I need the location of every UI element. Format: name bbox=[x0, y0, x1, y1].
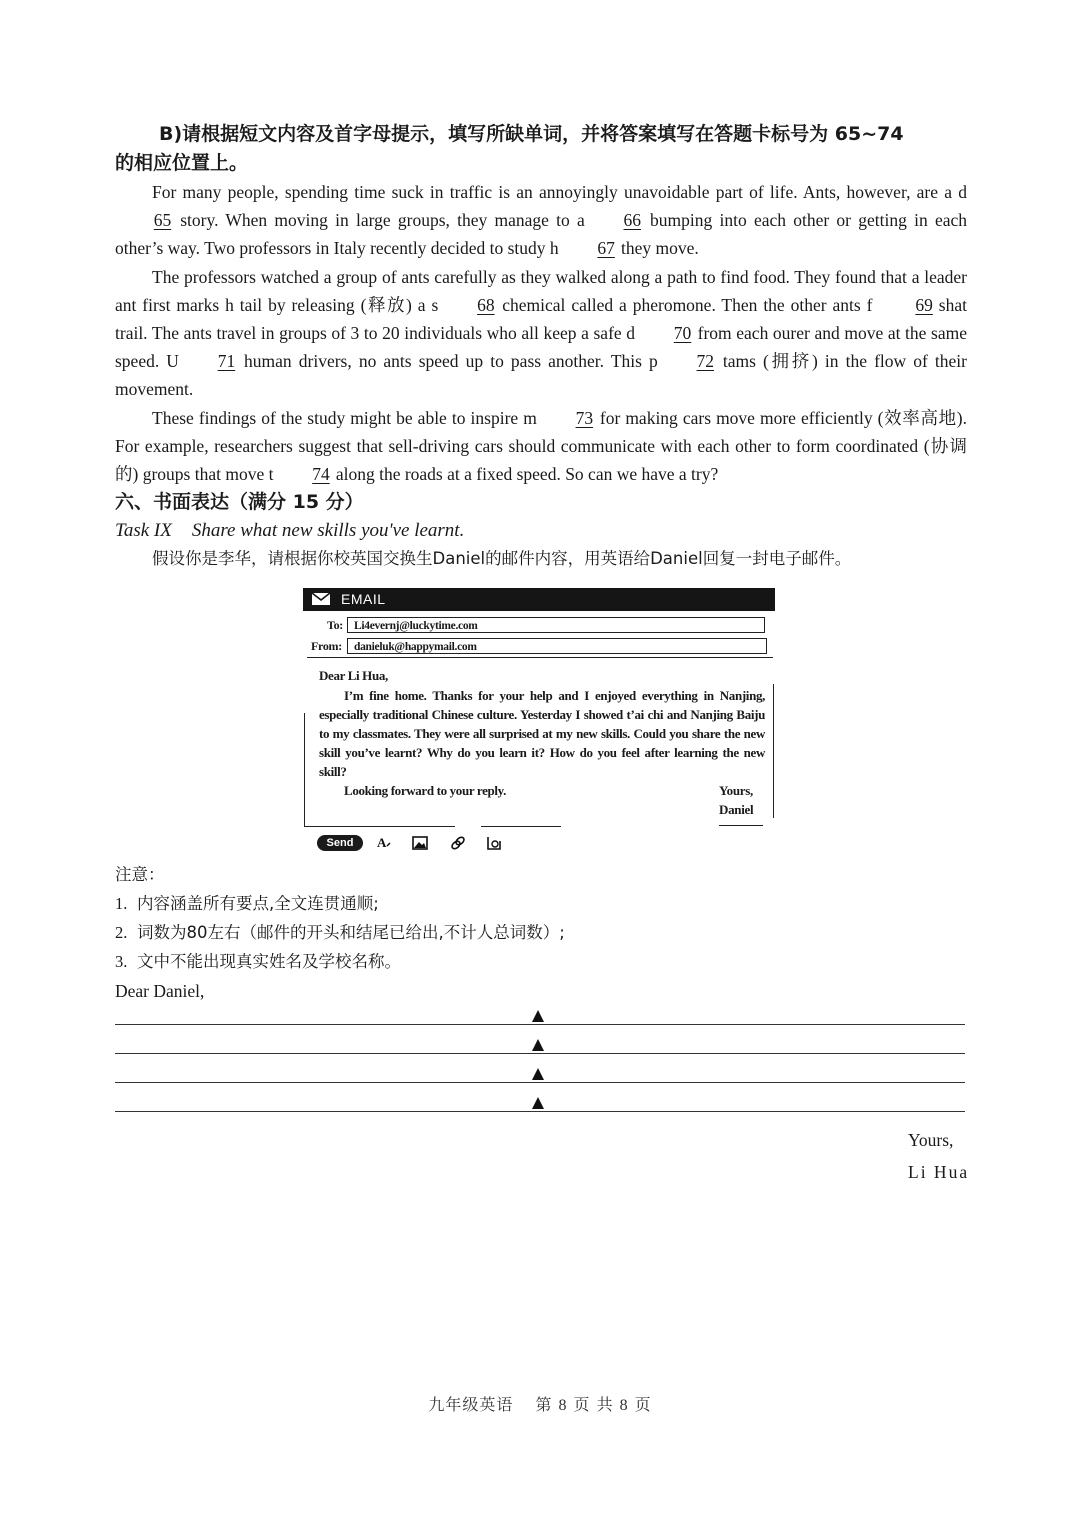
font-icon[interactable] bbox=[375, 834, 393, 852]
answer-marker-triangle bbox=[532, 1097, 544, 1109]
blank-72: 72 bbox=[696, 351, 715, 372]
answer-line[interactable] bbox=[115, 1082, 965, 1083]
section-b-heading-line1: B)请根据短文内容及首字母提示，填写所缺单词，并将答案填写在答题卡标号为 65~74 bbox=[159, 123, 904, 145]
passage-text: for making cars move more efficiently (效率高地). For example, researchers suggest that sell-driving cars should communicate with each other to form coordinated (协调的) groups that move t bbox=[115, 407, 967, 485]
task-line bbox=[115, 516, 967, 545]
writing-notes bbox=[115, 860, 967, 1006]
footer-page-pre: 第 bbox=[535, 1395, 553, 1414]
send-button[interactable]: Send bbox=[317, 835, 363, 851]
passage-text: tams (拥挤) in the flow of their movement. bbox=[115, 351, 967, 400]
blank-74: 74 bbox=[312, 464, 330, 485]
passage-text: These findings of the study might be able to inspire m bbox=[152, 407, 537, 428]
passage-text: they move. bbox=[616, 238, 699, 259]
reply-closing-yours: Yours, bbox=[908, 1130, 954, 1150]
email-signature bbox=[719, 781, 753, 819]
header-divider bbox=[307, 657, 773, 658]
passage-paragraph-3 bbox=[115, 404, 967, 489]
reply-closing bbox=[908, 1124, 969, 1188]
email-sign-name: Daniel bbox=[719, 802, 754, 817]
answer-line[interactable] bbox=[115, 1024, 965, 1025]
envelope-icon bbox=[312, 593, 330, 605]
passage-paragraph-1 bbox=[115, 178, 967, 263]
notes-heading: 注意： bbox=[115, 865, 165, 884]
email-header-label: EMAIL bbox=[341, 591, 386, 607]
page-footer bbox=[0, 1392, 1080, 1415]
passage-text: story. When moving in large groups, they manage to a bbox=[173, 210, 585, 231]
answer-marker-triangle bbox=[532, 1039, 544, 1051]
email-closing-line: Looking forward to your reply. bbox=[344, 783, 507, 798]
blank-68: 68 bbox=[477, 294, 495, 315]
passage-paragraph-2 bbox=[115, 263, 967, 404]
body-border-bottom bbox=[481, 826, 561, 827]
blank-70: 70 bbox=[673, 323, 692, 344]
blank-67: 67 bbox=[597, 238, 615, 259]
reply-closing-name: Li Hua bbox=[908, 1162, 970, 1182]
email-body-text: I’m fine home. Thanks for your help and I enjoyed everything in Nanjing, especially traditional Chinese culture. Yesterday I showed t’ai chi and Nanjing Baiju to my classmates. They were all surprised at my new skills. Could you share the new skill you’ve learnt? Why do you learn it? How do you feel after learning the new skill? bbox=[319, 688, 765, 779]
email-body[interactable] bbox=[319, 666, 765, 800]
blank-73: 73 bbox=[575, 407, 594, 428]
blank-65: 65 bbox=[153, 210, 172, 231]
passage-text: along the roads at a fixed speed. So can we have a try? bbox=[331, 464, 719, 485]
answer-line[interactable] bbox=[115, 1053, 965, 1054]
passage-text: chemical called a pheromone. Then the other ants f bbox=[496, 294, 879, 315]
svg-text:A: A bbox=[377, 835, 387, 850]
answer-marker-triangle bbox=[532, 1010, 544, 1022]
footer-page-number: 8 bbox=[558, 1397, 568, 1414]
email-title-bar bbox=[303, 588, 775, 611]
note-item: 3. 文中不能出现真实姓名及学校名称。 bbox=[115, 952, 401, 971]
passage-text: human drivers, no ants speed up to pass another. This p bbox=[236, 351, 658, 372]
from-label: From: bbox=[311, 639, 342, 653]
note-item: 2. 词数为80左右（邮件的开头和结尾已给出,不计人总词数）; bbox=[115, 923, 565, 942]
body-border-right bbox=[773, 684, 774, 818]
writing-instruction: 假设你是李华，请根据你校英国交换生Daniel的邮件内容，用英语给Daniel回复一封电子邮件。 bbox=[152, 549, 852, 569]
task-text: Share what new skills you've learnt. bbox=[191, 520, 465, 542]
body-border-left bbox=[304, 713, 305, 827]
reply-salutation: Dear Daniel, bbox=[115, 981, 205, 1001]
passage-text: shat trail. The ants travel in groups of 3 to 20 individuals who all keep a safe d bbox=[115, 294, 967, 344]
to-field[interactable]: Li4evernj@luckytime.com bbox=[347, 617, 765, 633]
email-sign-yours: Yours, bbox=[719, 783, 753, 798]
footer-grade: 九年级英语 bbox=[428, 1395, 514, 1414]
from-field[interactable]: danieluk@happymail.com bbox=[347, 638, 767, 654]
email-window bbox=[303, 588, 775, 856]
passage-text: For many people, spending time suck in traffic is an annoyingly unavoidable part of life. Ants, however, are a d bbox=[152, 182, 967, 202]
signature-underline bbox=[719, 825, 763, 826]
answer-marker-triangle bbox=[532, 1068, 544, 1080]
blank-69: 69 bbox=[915, 294, 933, 315]
note-item: 1. 内容涵盖所有要点,全文连贯通顺; bbox=[115, 894, 379, 913]
link-icon[interactable] bbox=[449, 834, 467, 852]
body-border-bottom bbox=[305, 826, 455, 827]
passage-text: bumping into each other or getting in each other’s way. Two professors in Italy recently decided to study h bbox=[115, 210, 967, 259]
footer-page-mid: 页 共 bbox=[573, 1395, 614, 1414]
section-b-heading-line2: 的相应位置上。 bbox=[115, 152, 249, 174]
passage-text: from each ourer and move at the same speed. U bbox=[115, 323, 968, 372]
section-b-heading bbox=[115, 120, 967, 178]
to-label: To: bbox=[327, 618, 343, 632]
section-6-title: 六、书面表达（满分 15 分） bbox=[115, 491, 364, 514]
task-label: Task IX bbox=[115, 520, 172, 542]
exam-page bbox=[115, 120, 967, 573]
answer-line[interactable] bbox=[115, 1111, 965, 1112]
blank-66: 66 bbox=[623, 210, 642, 231]
footer-page-post: 页 bbox=[634, 1395, 652, 1414]
footer-page-total: 8 bbox=[619, 1397, 629, 1414]
passage-text: The professors watched a group of ants carefully as they walked along a path to find food. They found that a leader ant first marks h tail by releasing (释放) a s bbox=[115, 266, 967, 315]
attachment-icon[interactable] bbox=[485, 834, 503, 852]
email-greeting: Dear Li Hua, bbox=[319, 668, 388, 683]
blank-71: 71 bbox=[217, 351, 236, 372]
image-icon[interactable] bbox=[411, 834, 429, 852]
